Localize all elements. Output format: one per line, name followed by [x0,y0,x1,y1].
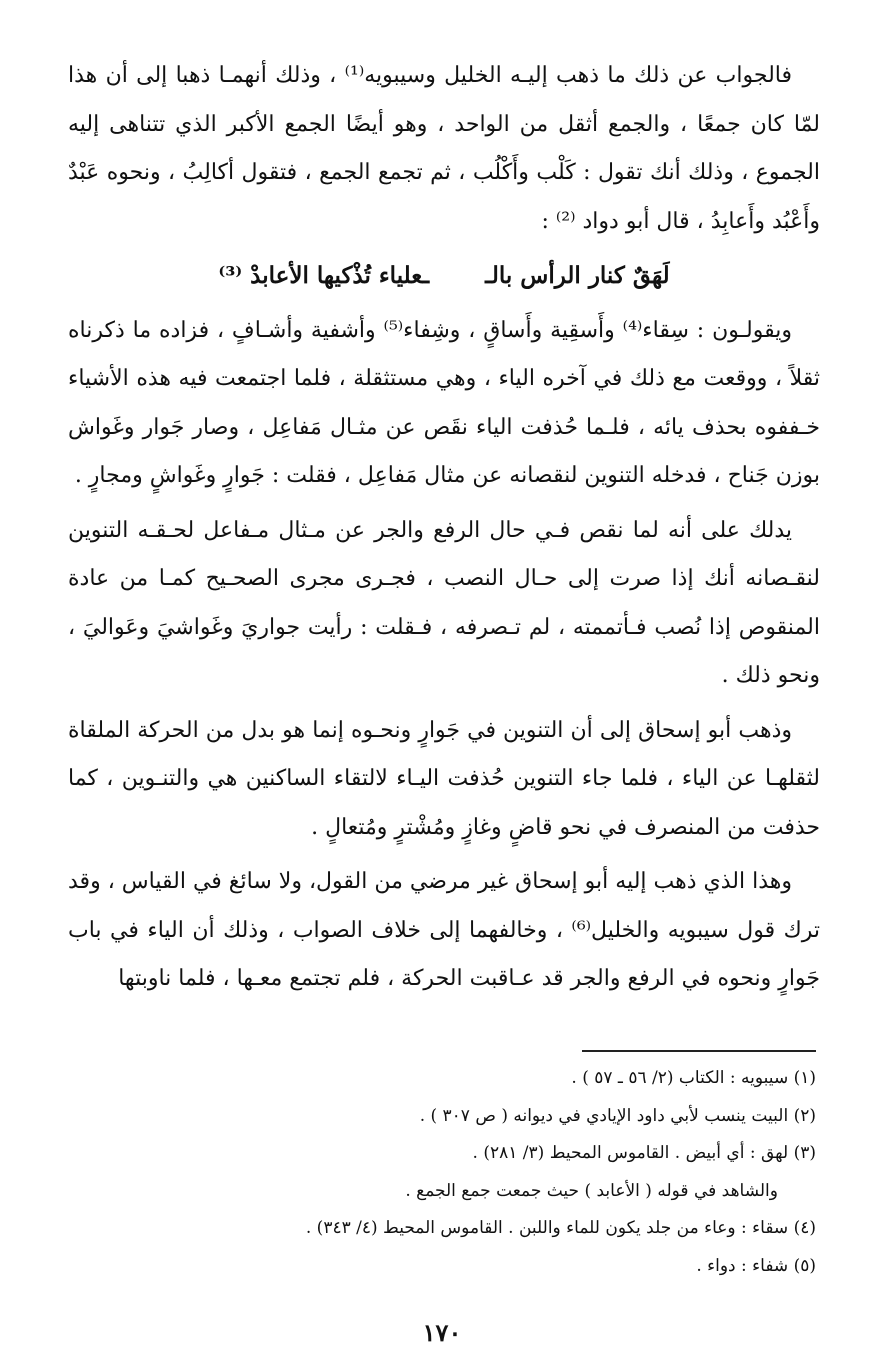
footnote-2: (٢) البيت ينسب لأبي داود الإيادي في ديوانه ( ص ٣٠٧ ) . [419,1105,816,1126]
paragraph-2: ويقولـون : سِقاء⁽⁴⁾ وأَسقِية وأَساقٍ ، وشِفاء⁽⁵⁾ وأشفية وأشـافٍ ، فزاده ما ذكرناه ثقلاً ، ووقعت مع ذلك في آخره الياء ، وهي مستثقلة ، فلما اجتمعت فيه هذه الأشياء خـففوه بحذف يائه ، فلـما حُذفت الياء نقَص عن مثـال مَفاعِل ، وصار جَوار وغَواش بوزن جَناح ، فدخله التنوين لنقصانه عن مثال مَفاعِل ، فقلت : جَوارٍ وغَواشٍ ومجارٍ . [68,317,820,488]
footnote-divider [582,1050,816,1052]
footnote-3-continuation: والشاهد في قوله ( الأعابد ) حيث جمعت جمع الجمع . [405,1180,778,1201]
footnote-3: (٣) لهق : أي أبيض . القاموس المحيط (٣/ ٢٨١) . [472,1143,816,1163]
verse-first-hemistich: لَهَقٌ كنار الرأس بالـ [485,262,670,289]
paragraph-1: فالجواب عن ذلك ما ذهب إليـه الخليل وسيبويه⁽¹⁾ ، وذلك أنهمـا ذهبا إلى أن هذا لمّا كان جمعًا ، والجمع أثقل من الواحد ، وهو أيضًا الجمع الأكبر الذي تتناهى إليه الجموع ، وذلك أنك تقول : كَلْب وأَكْلُب ، ثم تجمع الجمع ، فتقول أكالِبُ ، ونحوه عَبْدٌ وأَعْبُد وأَعابِدُ ، قال أبو دواد ⁽²⁾ : [68,63,820,234]
footnote-4: (٤) سقاء : وعاء من جلد يكون للماء واللبن . القاموس المحيط (٤/ ٣٤٣) . [305,1218,816,1238]
page-number: ١٧٠ [422,1318,462,1347]
page-body [68,52,820,1010]
main-text [68,52,820,1004]
poetry-verse [68,252,820,301]
paragraph-5: وهذا الذي ذهب إليه أبو إسحاق غير مرضي من القول، ولا سائغ في القياس ، وقد ترك قول سيبويه والخليل⁽⁶⁾ ، وخالفهما إلى خلاف الصواب ، وذلك أن الياء في باب جَوارٍ ونحوه في الرفع والجر قد عـاقبت الحركة ، فلم تجتمع معـها ، فلما ناوبتها [68,869,820,991]
verse-second-hemistich: ـعلياء تُذْكيها الأعابدْ ⁽³⁾ [218,262,430,289]
footnote-1: (١) سيبويه : الكتاب (٢/ ٥٦ ـ ٥٧ ) . [571,1068,816,1088]
footnotes [64,1060,816,1285]
paragraph-3: يدلك على أنه لما نقص فـي حال الرفع والجر عن مـثال مـفاعل لحـقـه التنوين لنقـصانه أنك إذا صرت إلى حـال النصب ، فجـرى مجرى الصحـيح كمـا من عادة المنقوص إذا نُصب فـأتممته ، لم تـصرفه ، فـقلت : رأيت جواريَ وغَواشيَ وعَواليَ ، ونحو ذلك . [68,517,820,688]
paragraph-4: وذهب أبو إسحاق إلى أن التنوين في جَوارٍ ونحـوه إنما هو بدل من الحركة الملقاة لثقلهـا عن الياء ، فلما جاء التنوين حُذفت اليـاء لالتقاء الساكنين هي والتنـوين ، كما حذفت من المنصرف في نحو قاضٍ وغازٍ ومُشْترٍ ومُتعالٍ . [68,717,821,840]
footnote-5: (٥) شفاء : دواء . [696,1255,816,1276]
